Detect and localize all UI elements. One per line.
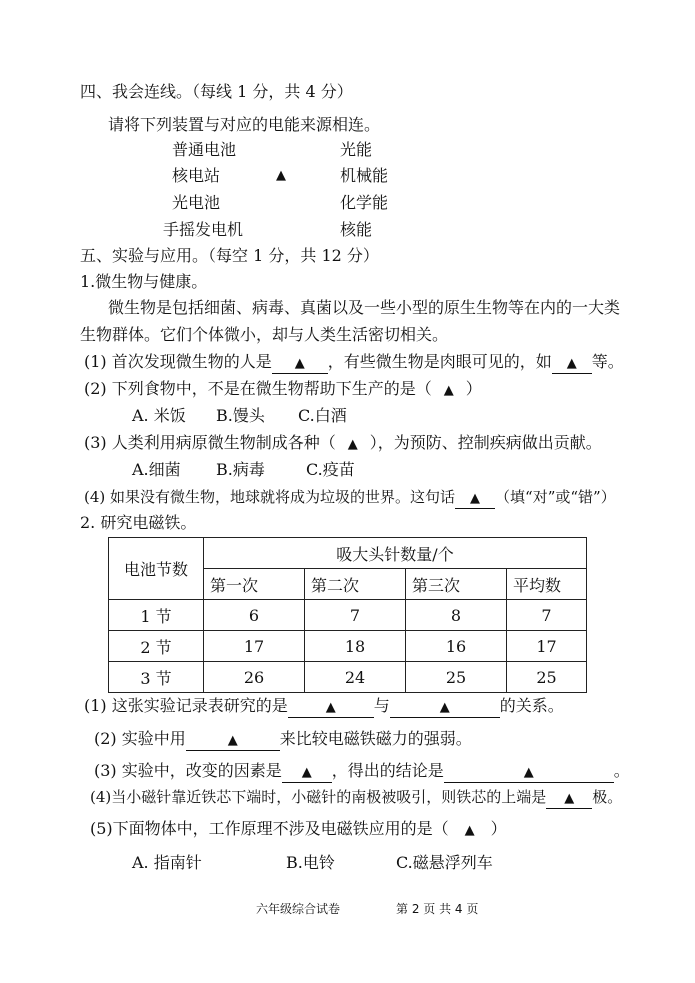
answer-slot[interactable]: ▲ [464, 823, 475, 838]
section-4-instruction: 请将下列装置与对应的电能来源相连。 [108, 115, 381, 134]
footer-page-number: 第 2 页 共 4 页 [396, 902, 479, 916]
option-item: C.磁悬浮列车 [396, 853, 493, 872]
question-2-1: (1) 这张实验记录表研究的是 ▲ 与 ▲ 的关系。 [84, 696, 564, 718]
footer-paper-title: 六年级综合试卷 [256, 902, 341, 916]
table-cell: 25 [507, 662, 587, 693]
question-1-2: (2) 下列食物中，不是在微生物帮助下生产的是（ ▲ ） [84, 379, 482, 401]
answer-blank[interactable]: ▲ [282, 762, 332, 783]
column-header: 平均数 [507, 569, 587, 600]
option-item: B.电铃 [286, 853, 335, 872]
question-1-4: (4) 如果没有微生物，地球就将成为垃圾的世界。这句话 ▲ （填“对”或“错”） [84, 487, 616, 509]
answer-blank[interactable]: ▲ [444, 762, 614, 783]
device-item: 光电池 [172, 193, 221, 212]
table-cell: 7 [305, 600, 406, 631]
answer-slot[interactable]: ▲ [347, 437, 358, 452]
group-header: 吸大头针数量/个 [204, 538, 587, 569]
table-cell: 16 [406, 631, 507, 662]
device-item: 普通电池 [172, 140, 237, 159]
section-4-title: 四、我会连线。（每线 1 分，共 4 分） [80, 82, 353, 101]
table-row [109, 631, 587, 662]
option-item: C.疫苗 [306, 460, 355, 479]
table-row [109, 662, 587, 693]
table-cell: 26 [204, 662, 305, 693]
column-header: 第一次 [204, 569, 305, 600]
device-item: 手摇发电机 [163, 220, 244, 239]
answer-blank[interactable]: ▲ [552, 353, 592, 374]
energy-source-item: 核能 [340, 220, 373, 239]
answer-blank[interactable]: ▲ [455, 488, 495, 509]
option-item: A.细菌 [132, 460, 181, 479]
answer-marker: ▲ [276, 168, 286, 183]
answer-blank[interactable]: ▲ [272, 353, 328, 374]
answer-blank[interactable]: ▲ [546, 788, 592, 809]
row-label: 3 节 [109, 662, 204, 693]
question-1-3: (3) 人类利用病原微生物制成各种（ ▲ ），为预防、控制疾病做出贡献。 [84, 433, 602, 455]
table-cell: 6 [204, 600, 305, 631]
intro-text: 生物群体。它们个体微小，却与人类生活密切相关。 [80, 325, 449, 344]
table-cell: 17 [507, 631, 587, 662]
table-cell: 17 [204, 631, 305, 662]
question-2-3: (3) 实验中，改变的因素是 ▲ ，得出的结论是 ▲ 。 [94, 761, 630, 783]
option-item: A. 指南针 [132, 853, 202, 872]
part-1-heading: 1.微生物与健康。 [80, 272, 208, 291]
option-item: B.病毒 [216, 460, 265, 479]
question-2-5: (5)下面物体中，工作原理不涉及电磁铁应用的是（ ▲ ） [90, 819, 507, 841]
column-header: 第二次 [305, 569, 406, 600]
section-5-title: 五、实验与应用。（每空 1 分，共 12 分） [80, 246, 379, 265]
energy-source-item: 光能 [340, 140, 373, 159]
table-cell: 25 [406, 662, 507, 693]
option-item: A. 米饭 [132, 406, 186, 425]
question-1-1: (1) 首次发现微生物的人是 ▲ ，有些微生物是肉眼可见的，如 ▲ 等。 [84, 352, 624, 374]
intro-text: 微生物是包括细菌、病毒、真菌以及一些小型的原生生物等在内的一大类 [108, 298, 621, 317]
record-table [108, 537, 587, 693]
table-cell: 7 [507, 600, 587, 631]
table-cell: 8 [406, 600, 507, 631]
row-label: 2 节 [109, 631, 204, 662]
table-cell: 18 [305, 631, 406, 662]
row-label: 1 节 [109, 600, 204, 631]
table-row [109, 600, 587, 631]
energy-source-item: 化学能 [340, 193, 389, 212]
part-2-heading: 2. 研究电磁铁。 [80, 513, 197, 532]
question-2-4: (4)当小磁针靠近铁芯下端时，小磁针的南极被吸引，则铁芯的上端是 ▲ 极。 [90, 787, 622, 809]
row-header: 电池节数 [109, 538, 204, 600]
device-item: 核电站 [172, 166, 221, 185]
question-2-2: (2) 实验中用 ▲ 来比较电磁铁磁力的强弱。 [94, 729, 472, 751]
answer-blank[interactable]: ▲ [390, 697, 500, 718]
option-item: B.馒头 [216, 406, 265, 425]
answer-blank[interactable]: ▲ [288, 697, 374, 718]
table-cell: 24 [305, 662, 406, 693]
option-item: C.白酒 [298, 406, 347, 425]
column-header: 第三次 [406, 569, 507, 600]
answer-blank[interactable]: ▲ [186, 730, 280, 751]
energy-source-item: 机械能 [340, 166, 389, 185]
answer-slot[interactable]: ▲ [443, 383, 454, 398]
